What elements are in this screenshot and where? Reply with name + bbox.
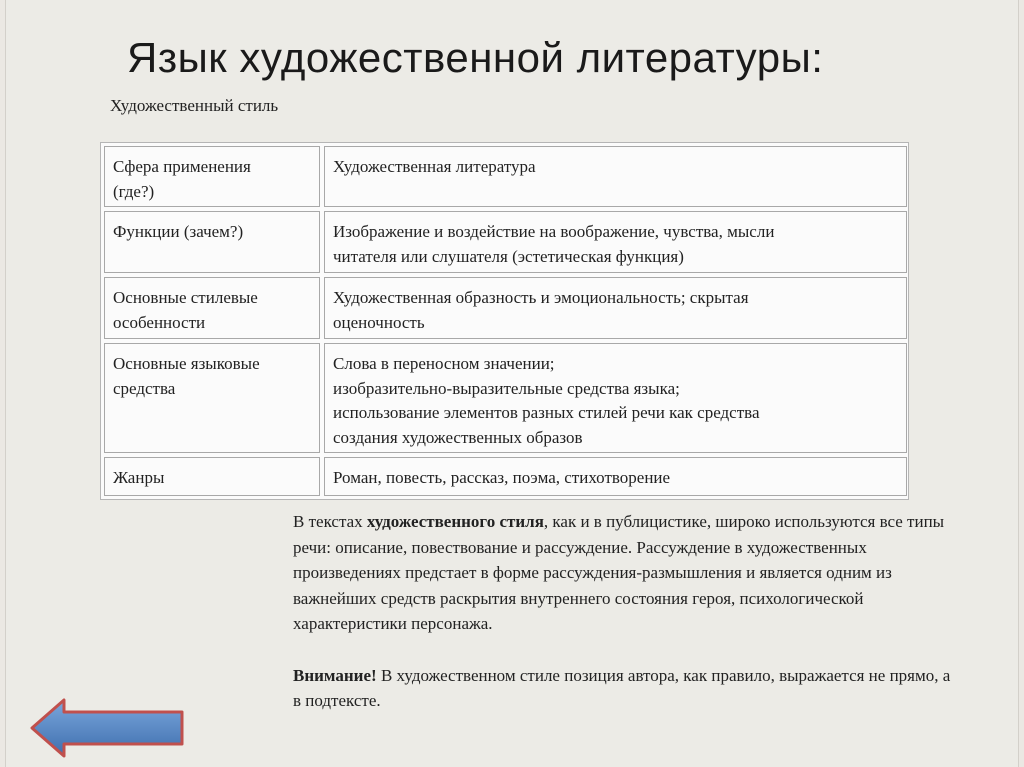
row-label-line: Сфера применения	[113, 157, 251, 176]
attention-label: Внимание!	[293, 665, 377, 685]
row-value-line: Слова в переносном значении;	[333, 354, 555, 373]
style-table	[100, 142, 909, 500]
explanatory-note	[293, 509, 1003, 714]
back-button[interactable]	[30, 697, 184, 759]
row-value-line: создания художественных образов	[333, 427, 583, 447]
note-line: важнейших средств раскрытия внутреннего состояния героя, психологической	[293, 588, 864, 608]
row-label-line: Жанры	[113, 468, 165, 487]
row-value-line: использование элементов разных стилей речи как средства	[333, 403, 760, 422]
row-value-cell	[324, 277, 907, 339]
row-value-line: читателя или слушателя (эстетическая функция)	[333, 246, 684, 266]
note-line-rest: В художественном стиле позиция автора, как правило, выражается не прямо, а	[376, 665, 951, 685]
row-value-cell	[324, 146, 907, 207]
note-line	[293, 509, 1003, 535]
note-paragraph	[293, 509, 1003, 637]
row-label-cell	[104, 457, 320, 496]
table-row	[104, 211, 907, 273]
slide-title: Язык художественной литературы:	[127, 34, 824, 81]
row-value-line: Изображение и воздействие на воображение, чувства, мысли	[333, 222, 775, 241]
row-value-cell	[324, 457, 907, 496]
row-label-cell	[104, 277, 320, 339]
row-value-cell	[324, 343, 907, 453]
table-row	[104, 146, 907, 207]
note-line-rest: , как и в публицистике, широко используются все типы	[543, 512, 945, 531]
attention-paragraph	[293, 663, 1003, 714]
row-label-line: (где?)	[113, 181, 155, 201]
row-label-line: Функции (зачем?)	[113, 222, 244, 241]
slide-subtitle: Художественный стиль	[110, 96, 279, 115]
row-value-cell	[324, 211, 907, 273]
table-row	[104, 457, 907, 496]
table-row	[104, 277, 907, 339]
row-label-line: Основные языковые	[113, 354, 260, 373]
row-label-cell	[104, 146, 320, 207]
row-value-line: оценочность	[333, 312, 425, 332]
note-bold-term: художественного стиля	[366, 512, 544, 531]
row-label-line: особенности	[113, 312, 206, 332]
note-line: в подтексте.	[293, 691, 381, 710]
left-arrow-icon	[30, 697, 184, 759]
note-line: характеристики персонажа.	[293, 614, 493, 633]
note-line: речи: описание, повествование и рассуждение. Рассуждение в художественных	[293, 537, 867, 557]
note-line	[293, 663, 1003, 689]
row-label-line: Основные стилевые	[113, 288, 258, 307]
row-label-cell	[104, 343, 320, 453]
row-label-line: средства	[113, 378, 176, 398]
row-value-line: Роман, повесть, рассказ, поэма, стихотворение	[333, 468, 671, 487]
note-prefix: В текстах	[293, 512, 367, 531]
table-row	[104, 343, 907, 453]
note-line: произведениях предстает в форме рассуждения-размышления и является одним из	[293, 563, 892, 582]
row-value-line: изобразительно-выразительные средства языка;	[333, 378, 680, 398]
row-value-line: Художественная литература	[333, 157, 536, 176]
row-label-cell	[104, 211, 320, 273]
row-value-line: Художественная образность и эмоциональность; скрытая	[333, 288, 749, 307]
